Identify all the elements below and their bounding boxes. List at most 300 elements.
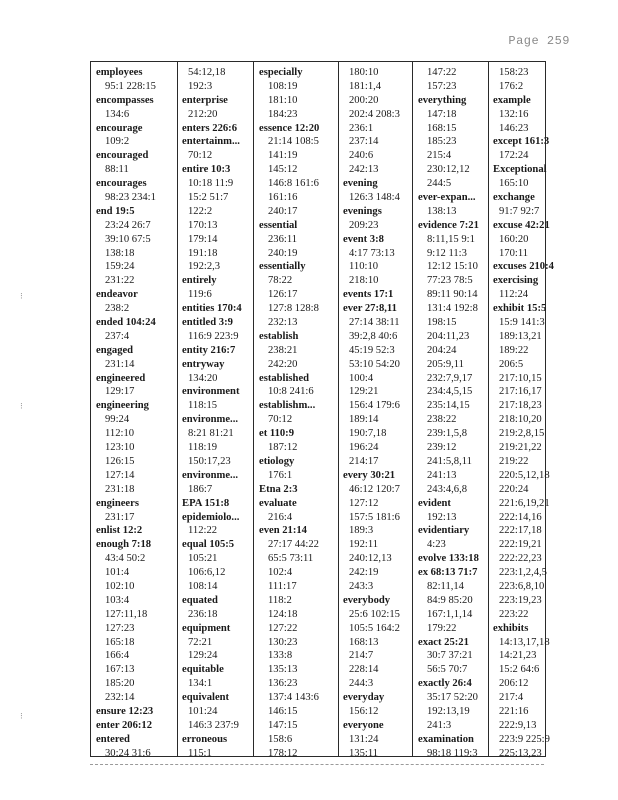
index-term: et 110:9 xyxy=(259,428,295,440)
index-term: ever-expan... xyxy=(418,192,476,204)
index-reference: 89:11 90:14 xyxy=(427,289,478,301)
index-reference: 12:12 15:10 xyxy=(427,261,478,273)
index-column-5 xyxy=(412,62,488,759)
index-reference: 238:22 xyxy=(427,414,457,426)
index-reference: 242:13 xyxy=(349,164,379,176)
index-reference: 132:16 xyxy=(499,108,529,120)
index-term: entities 170:4 xyxy=(182,303,242,315)
index-reference: 219:21,22 xyxy=(499,442,542,454)
index-reference: 46:12 120:7 xyxy=(349,483,400,495)
index-reference: 118:15 xyxy=(188,400,218,412)
index-reference: 91:7 92:7 xyxy=(499,205,540,217)
index-reference: 112:22 xyxy=(188,525,218,537)
index-reference: 244:5 xyxy=(427,178,452,190)
index-reference: 138:13 xyxy=(427,205,457,217)
index-term: endeavor xyxy=(96,289,138,301)
index-reference: 204:24 xyxy=(427,344,457,356)
index-reference: 35:17 52:20 xyxy=(427,692,478,704)
index-reference: 241:3 xyxy=(427,719,452,731)
index-reference: 100:4 xyxy=(349,372,374,384)
index-reference: 230:12,12 xyxy=(427,164,470,176)
index-reference: 127:23 xyxy=(105,622,135,634)
index-reference: 127:12 xyxy=(349,497,379,509)
index-reference: 133:8 xyxy=(268,650,293,662)
index-reference: 131:4 192:8 xyxy=(427,303,478,315)
index-term: equated xyxy=(182,594,218,606)
index-reference: 129:21 xyxy=(349,386,379,398)
index-reference: 237:14 xyxy=(349,136,379,148)
binding-hole-mark: ⁝ xyxy=(20,292,23,302)
index-reference: 84:9 85:20 xyxy=(427,594,473,606)
index-reference: 129:24 xyxy=(188,650,218,662)
index-reference: 231:22 xyxy=(105,275,135,287)
index-reference: 25:6 102:15 xyxy=(349,608,400,620)
index-term: encourage xyxy=(96,122,143,134)
index-reference: 241:5,8,11 xyxy=(427,455,472,467)
index-reference: 116:9 223:9 xyxy=(188,330,239,342)
binding-hole-mark: ⁝ xyxy=(20,712,23,722)
index-reference: 191:18 xyxy=(188,247,218,259)
index-reference: 217:10,15 xyxy=(499,372,542,384)
index-term: every 30:21 xyxy=(343,469,396,481)
index-reference: 206:5 xyxy=(499,358,524,370)
index-reference: 15:2 51:7 xyxy=(188,192,229,204)
index-reference: 123:10 xyxy=(105,442,135,454)
index-term: exchange xyxy=(493,192,535,204)
index-reference: 236:11 xyxy=(268,233,298,245)
index-reference: 109:2 xyxy=(105,136,130,148)
index-reference: 223:19,23 xyxy=(499,594,542,606)
index-reference: 70:12 xyxy=(268,414,293,426)
index-reference: 158:23 xyxy=(499,67,529,78)
index-term: entity 216:7 xyxy=(182,344,236,356)
index-term: engineered xyxy=(96,372,146,384)
index-reference: 112:10 xyxy=(105,428,135,440)
index-reference: 242:20 xyxy=(268,358,298,370)
index-reference: 30:24 31:6 xyxy=(105,747,151,759)
index-reference: 161:16 xyxy=(268,192,298,204)
index-reference: 186:7 xyxy=(188,483,213,495)
index-reference: 99:24 xyxy=(105,414,130,426)
index-term: employees xyxy=(96,67,143,78)
index-reference: 219:22 xyxy=(499,455,529,467)
index-reference: 126:17 xyxy=(268,289,298,301)
index-reference: 172:24 xyxy=(499,150,529,162)
index-reference: 146:3 237:9 xyxy=(188,719,239,731)
index-term: evident xyxy=(418,497,451,509)
index-reference: 65:5 73:11 xyxy=(268,553,314,565)
index-reference: 27:17 44:22 xyxy=(268,539,319,551)
index-reference: 176:2 xyxy=(499,80,524,92)
index-reference: 103:4 xyxy=(105,594,130,606)
index-term: epidemiolo... xyxy=(182,511,240,523)
index-reference: 232:13 xyxy=(268,317,298,329)
index-term: enterprise xyxy=(182,94,228,106)
index-reference: 238:2 xyxy=(105,303,130,315)
index-reference: 216:4 xyxy=(268,511,293,523)
index-term: excuses 210:4 xyxy=(493,261,554,273)
index-reference: 242:19 xyxy=(349,567,379,579)
index-term: evening xyxy=(343,178,378,190)
index-reference: 124:18 xyxy=(268,608,298,620)
index-term: entirely xyxy=(182,275,217,287)
index-reference: 240:12,13 xyxy=(349,553,392,565)
index-reference: 217:4 xyxy=(499,692,524,704)
index-reference: 167:13 xyxy=(105,664,135,676)
index-reference: 185:23 xyxy=(427,136,457,148)
index-column-4 xyxy=(338,62,412,759)
index-reference: 137:4 143:6 xyxy=(268,692,319,704)
index-reference: 127:14 xyxy=(105,469,135,481)
binding-hole-mark: ⁝ xyxy=(20,402,23,412)
index-reference: 223:22 xyxy=(499,608,529,620)
index-term: equal 105:5 xyxy=(182,539,235,551)
page-number: Page 259 xyxy=(508,34,570,48)
index-term: evolve 133:18 xyxy=(418,553,479,565)
index-reference: 204:11,23 xyxy=(427,330,470,342)
index-term: environme... xyxy=(182,414,239,426)
index-reference: 43:4 50:2 xyxy=(105,553,146,565)
index-reference: 135:11 xyxy=(349,747,379,759)
index-reference: 14:13,17,18 xyxy=(499,636,550,648)
index-reference: 219:2,8,15 xyxy=(499,428,545,440)
index-reference: 220:5,12,18 xyxy=(499,469,550,481)
index-reference: 127:22 xyxy=(268,622,298,634)
index-reference: 77:23 78:5 xyxy=(427,275,473,287)
index-reference: 106:6,12 xyxy=(188,567,226,579)
index-reference: 240:6 xyxy=(349,150,374,162)
index-reference: 122:2 xyxy=(188,205,213,217)
index-term: example xyxy=(493,94,531,106)
index-term: excuse 42:21 xyxy=(493,219,550,231)
index-reference: 222:19,21 xyxy=(499,539,542,551)
index-reference: 4:23 xyxy=(427,539,446,551)
index-reference: 241:13 xyxy=(427,469,457,481)
index-reference: 98:18 119:3 xyxy=(427,747,478,759)
index-reference: 102:10 xyxy=(105,580,135,592)
index-reference: 244:3 xyxy=(349,678,374,690)
index-term: everyday xyxy=(343,692,385,704)
index-term: establishm... xyxy=(259,400,316,412)
index-reference: 147:18 xyxy=(427,108,457,120)
index-reference: 129:17 xyxy=(105,386,135,398)
index-reference: 234:4,5,15 xyxy=(427,386,473,398)
index-reference: 118:2 xyxy=(268,594,292,606)
index-reference: 101:24 xyxy=(188,705,218,717)
index-reference: 240:19 xyxy=(268,247,298,259)
index-reference: 218:10,20 xyxy=(499,414,542,426)
index-reference: 134:1 xyxy=(188,678,213,690)
index-reference: 147:15 xyxy=(268,719,298,731)
index-reference: 221:6,19,21 xyxy=(499,497,550,509)
index-term: exactly 26:4 xyxy=(418,678,472,690)
index-reference: 141:19 xyxy=(268,150,298,162)
index-reference: 156:4 179:6 xyxy=(349,400,400,412)
index-reference: 190:7,18 xyxy=(349,428,387,440)
index-reference: 101:4 xyxy=(105,567,130,579)
index-term: entitled 3:9 xyxy=(182,317,233,329)
index-column-3 xyxy=(253,62,338,759)
index-reference: 146:15 xyxy=(268,705,298,717)
index-term: ever 27:8,11 xyxy=(343,303,397,315)
index-reference: 23:24 26:7 xyxy=(105,219,151,231)
index-term: equivalent xyxy=(182,692,230,704)
index-term: evidentiary xyxy=(418,525,470,537)
index-reference: 102:4 xyxy=(268,567,293,579)
index-reference: 168:15 xyxy=(427,122,457,134)
index-reference: 189:3 xyxy=(349,525,374,537)
index-reference: 232:7,9,17 xyxy=(427,372,473,384)
index-reference: 146:8 161:6 xyxy=(268,178,319,190)
index-reference: 212:20 xyxy=(188,108,218,120)
index-reference: 130:23 xyxy=(268,636,298,648)
index-reference: 189:13,21 xyxy=(499,330,542,342)
index-term: entertainm... xyxy=(182,136,240,148)
index-term: environme... xyxy=(182,469,239,481)
index-reference: 131:24 xyxy=(349,733,379,745)
index-term: everybody xyxy=(343,594,391,606)
index-term: entire 10:3 xyxy=(182,164,231,176)
index-reference: 202:4 208:3 xyxy=(349,108,400,120)
index-reference: 159:24 xyxy=(105,261,135,273)
index-reference: 108:14 xyxy=(188,580,218,592)
index-reference: 98:23 234:1 xyxy=(105,192,156,204)
index-column-2 xyxy=(177,62,253,759)
index-reference: 134:6 xyxy=(105,108,130,120)
index-reference: 157:23 xyxy=(427,80,457,92)
index-reference: 222:17,18 xyxy=(499,525,542,537)
index-reference: 189:14 xyxy=(349,414,379,426)
index-reference: 39:10 67:5 xyxy=(105,233,151,245)
index-reference: 200:20 xyxy=(349,94,379,106)
index-term: especially xyxy=(259,67,303,78)
index-reference: 181:1,4 xyxy=(349,80,382,92)
index-reference: 225:13,23 xyxy=(499,747,542,759)
index-reference: 206:12 xyxy=(499,678,529,690)
index-reference: 192:11 xyxy=(349,539,379,551)
index-reference: 45:19 52:3 xyxy=(349,344,395,356)
index-term: entryway xyxy=(182,358,225,370)
index-reference: 115:1 xyxy=(188,747,212,759)
index-term: establish xyxy=(259,330,299,342)
index-reference: 236:18 xyxy=(188,608,218,620)
index-column-6 xyxy=(488,62,554,759)
index-term: except 161:3 xyxy=(493,136,550,148)
index-reference: 237:4 xyxy=(105,330,130,342)
index-reference: 54:12,18 xyxy=(188,67,226,78)
index-reference: 95:1 228:15 xyxy=(105,80,156,92)
index-reference: 14:21,23 xyxy=(499,650,537,662)
index-reference: 189:22 xyxy=(499,344,529,356)
index-reference: 27:14 38:11 xyxy=(349,317,400,329)
word-index-table xyxy=(90,61,554,759)
index-reference: 4:17 73:13 xyxy=(349,247,395,259)
index-term: established xyxy=(259,372,310,384)
index-reference: 145:12 xyxy=(268,164,298,176)
index-reference: 214:7 xyxy=(349,650,374,662)
index-reference: 214:17 xyxy=(349,455,379,467)
index-reference: 209:23 xyxy=(349,219,379,231)
index-reference: 217:18,23 xyxy=(499,400,542,412)
index-term: exhibits xyxy=(493,622,529,634)
index-term: exhibit 15:5 xyxy=(493,303,547,315)
index-reference: 187:12 xyxy=(268,442,298,454)
index-reference: 70:12 xyxy=(188,150,213,162)
index-reference: 168:13 xyxy=(349,636,379,648)
index-reference: 232:14 xyxy=(105,692,135,704)
index-reference: 56:5 70:7 xyxy=(427,664,468,676)
index-reference: 165:10 xyxy=(499,178,529,190)
index-reference: 127:11,18 xyxy=(105,608,148,620)
index-reference: 111:17 xyxy=(268,580,297,592)
index-reference: 118:19 xyxy=(188,442,218,454)
index-term: events 17:1 xyxy=(343,289,394,301)
index-reference: 222:14,16 xyxy=(499,511,542,523)
index-reference: 192:3 xyxy=(188,80,213,92)
index-term: etiology xyxy=(259,455,295,467)
index-reference: 222:9,13 xyxy=(499,719,537,731)
index-reference: 222:22,23 xyxy=(499,553,542,565)
index-reference: 82:11,14 xyxy=(427,580,464,592)
index-reference: 239:1,5,8 xyxy=(427,428,468,440)
index-term: evenings xyxy=(343,205,382,217)
index-term: environment xyxy=(182,386,240,398)
index-term: encourages xyxy=(96,178,147,190)
index-reference: 110:10 xyxy=(349,261,379,273)
index-reference: 30:7 37:21 xyxy=(427,650,473,662)
index-reference: 176:1 xyxy=(268,469,293,481)
index-reference: 192:13 xyxy=(427,511,457,523)
index-reference: 239:12 xyxy=(427,442,457,454)
index-term: ensure 12:23 xyxy=(96,705,154,717)
index-reference: 165:18 xyxy=(105,636,135,648)
index-reference: 240:17 xyxy=(268,205,298,217)
index-reference: 8:21 81:21 xyxy=(188,428,234,440)
index-term: erroneous xyxy=(182,733,228,745)
index-reference: 78:22 xyxy=(268,275,293,287)
index-reference: 220:24 xyxy=(499,483,529,495)
index-reference: 126:3 148:4 xyxy=(349,192,400,204)
index-reference: 243:3 xyxy=(349,580,374,592)
index-term: encompasses xyxy=(96,94,154,106)
index-term: Exceptional xyxy=(493,164,547,176)
index-reference: 231:18 xyxy=(105,483,135,495)
index-reference: 147:22 xyxy=(427,67,457,78)
index-term: ended 104:24 xyxy=(96,317,156,329)
index-term: everyone xyxy=(343,719,384,731)
index-reference: 10:18 11:9 xyxy=(188,178,234,190)
index-reference: 223:1,2,4,5 xyxy=(499,567,547,579)
index-reference: 72:21 xyxy=(188,636,213,648)
index-reference: 157:5 181:6 xyxy=(349,511,400,523)
index-term: enters 226:6 xyxy=(182,122,238,134)
index-term: enter 206:12 xyxy=(96,719,152,731)
index-reference: 228:14 xyxy=(349,664,379,676)
index-reference: 9:12 11:3 xyxy=(427,247,467,259)
index-reference: 135:13 xyxy=(268,664,298,676)
index-reference: 136:23 xyxy=(268,678,298,690)
index-term: essential xyxy=(259,219,298,231)
index-reference: 167:1,1,14 xyxy=(427,608,473,620)
index-reference: 126:15 xyxy=(105,455,135,467)
index-reference: 196:24 xyxy=(349,442,379,454)
index-reference: 221:16 xyxy=(499,705,529,717)
index-term: entered xyxy=(96,733,130,745)
index-reference: 10:8 241:6 xyxy=(268,386,314,398)
index-reference: 223:9 225:9 xyxy=(499,733,550,745)
index-reference: 105:21 xyxy=(188,553,218,565)
index-reference: 150:17,23 xyxy=(188,455,231,467)
index-reference: 39:2,8 40:6 xyxy=(349,330,398,342)
index-term: EPA 151:8 xyxy=(182,497,230,509)
index-term: everything xyxy=(418,94,467,106)
index-reference: 179:14 xyxy=(188,233,218,245)
index-reference: 156:12 xyxy=(349,705,379,717)
index-reference: 15:9 141:3 xyxy=(499,317,545,329)
index-reference: 119:6 xyxy=(188,289,212,301)
index-reference: 243:4,6,8 xyxy=(427,483,468,495)
index-reference: 21:14 108:5 xyxy=(268,136,319,148)
index-reference: 215:4 xyxy=(427,150,452,162)
index-term: evidence 7:21 xyxy=(418,219,479,231)
index-reference: 134:20 xyxy=(188,372,218,384)
index-reference: 53:10 54:20 xyxy=(349,358,400,370)
index-reference: 192:13,19 xyxy=(427,705,470,717)
index-reference: 138:18 xyxy=(105,247,135,259)
index-term: evaluate xyxy=(259,497,297,509)
index-reference: 192:2,3 xyxy=(188,261,221,273)
index-reference: 231:14 xyxy=(105,358,135,370)
index-term: essentially xyxy=(259,261,306,273)
index-reference: 179:22 xyxy=(427,622,457,634)
index-reference: 180:10 xyxy=(349,67,379,78)
index-term: encouraged xyxy=(96,150,149,162)
index-reference: 184:23 xyxy=(268,108,298,120)
index-term: enough 7:18 xyxy=(96,539,152,551)
index-reference: 231:17 xyxy=(105,511,135,523)
index-reference: 205:9,11 xyxy=(427,358,464,370)
index-reference: 108:19 xyxy=(268,80,298,92)
index-reference: 88:11 xyxy=(105,164,129,176)
index-term: examination xyxy=(418,733,474,745)
index-column-1 xyxy=(91,62,177,759)
index-term: exact 25:21 xyxy=(418,636,469,648)
index-reference: 158:6 xyxy=(268,733,293,745)
index-reference: 8:11,15 9:1 xyxy=(427,233,475,245)
index-reference: 160:20 xyxy=(499,233,529,245)
index-reference: 238:21 xyxy=(268,344,298,356)
index-term: event 3:8 xyxy=(343,233,384,245)
index-reference: 170:11 xyxy=(499,247,529,259)
index-reference: 181:10 xyxy=(268,94,298,106)
index-term: engaged xyxy=(96,344,134,356)
index-term: engineers xyxy=(96,497,139,509)
index-term: even 21:14 xyxy=(259,525,307,537)
index-term: equipment xyxy=(182,622,231,634)
index-reference: 223:6,8,10 xyxy=(499,580,545,592)
index-term: exercising xyxy=(493,275,539,287)
index-reference: 105:5 164:2 xyxy=(349,622,400,634)
index-reference: 218:10 xyxy=(349,275,379,287)
index-reference: 166:4 xyxy=(105,650,130,662)
index-term: ex 68:13 71:7 xyxy=(418,567,478,579)
index-reference: 146:23 xyxy=(499,122,529,134)
index-term: Etna 2:3 xyxy=(259,483,298,495)
index-reference: 236:1 xyxy=(349,122,374,134)
index-reference: 217:16,17 xyxy=(499,386,542,398)
index-reference: 235:14,15 xyxy=(427,400,470,412)
index-term: enlist 12:2 xyxy=(96,525,143,537)
